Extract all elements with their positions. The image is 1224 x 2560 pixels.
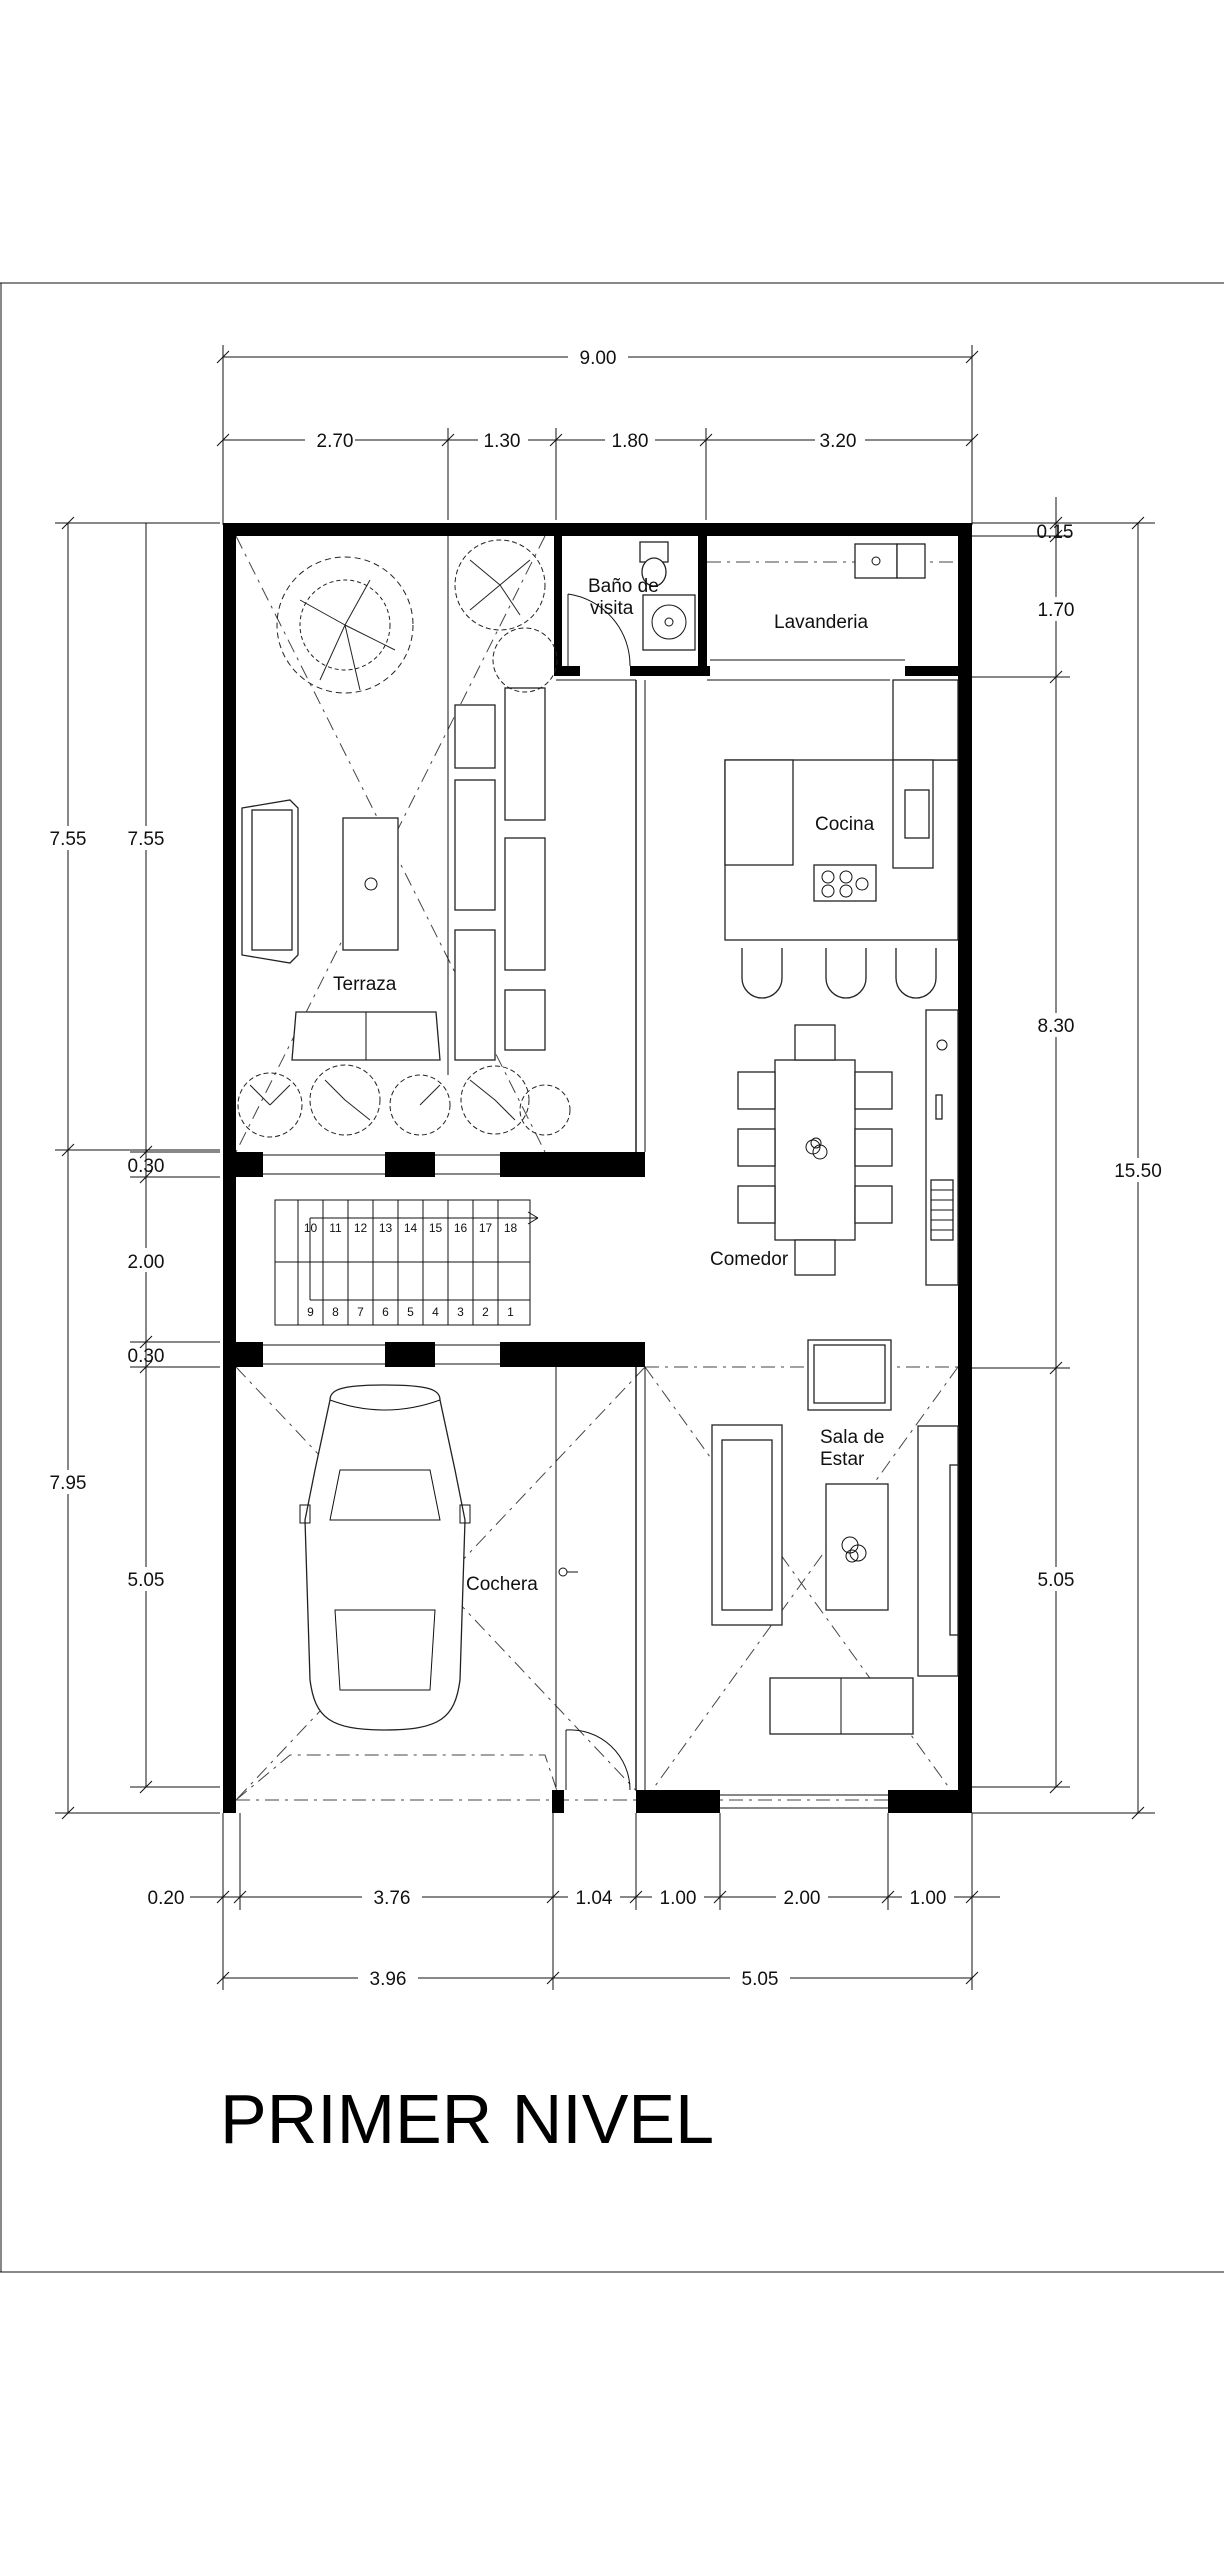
living-set: [712, 1340, 958, 1734]
stair-step-number: 7: [357, 1305, 364, 1319]
car-icon: [300, 1385, 470, 1730]
room-label-lavanderia: Lavanderia: [774, 612, 869, 633]
stair-step-number: 1: [507, 1305, 514, 1319]
stair-step-number: 6: [382, 1305, 389, 1319]
kitchen-fixtures: [725, 680, 958, 998]
stair-step-number: 16: [453, 1221, 468, 1235]
dim-top-seg-2: 1.30: [483, 431, 521, 452]
dim-top-seg-4: 3.20: [819, 431, 857, 452]
stair-steps-lower: [298, 1262, 514, 1325]
room-label-bano-1: Baño de: [588, 576, 659, 597]
dim-left-inner-4: 0.30: [127, 1346, 165, 1367]
room-label-bano-2: visita: [590, 598, 634, 619]
dim-right-total: 15.50: [1114, 1161, 1162, 1182]
dim-left-inner-1: 7.55: [127, 829, 165, 850]
door-swing: [559, 1568, 630, 1790]
dim-left-outer-1: 7.55: [49, 829, 87, 850]
stair-step-number: 17: [478, 1221, 493, 1235]
stair-step-number: 13: [378, 1221, 393, 1235]
stair-step-number: 9: [307, 1305, 314, 1319]
dim-bottom-seg-3: 1.04: [575, 1888, 613, 1909]
dim-left-outer-2: 7.95: [49, 1473, 87, 1494]
dim-left-inner-3: 2.00: [127, 1252, 165, 1273]
stair-step-number: 12: [353, 1221, 368, 1235]
stair-step-number: 5: [407, 1305, 414, 1319]
bar-stool-icon: [742, 948, 936, 998]
dim-right-inner-4: 5.05: [1037, 1570, 1075, 1591]
dim-bottom-total-2: 5.05: [741, 1969, 779, 1990]
stair-step-number: 14: [403, 1221, 418, 1235]
stair-step-number: 10: [303, 1221, 318, 1235]
dim-right-inner-1: 0.15: [1036, 522, 1074, 543]
stair-step-number: 8: [332, 1305, 339, 1319]
dim-top-total: 9.00: [579, 348, 617, 369]
stair-step-number: 11: [329, 1221, 342, 1235]
dim-bottom-seg-5: 2.00: [783, 1888, 821, 1909]
dim-bottom-seg-2: 3.76: [373, 1888, 411, 1909]
dining-set: [738, 1010, 958, 1285]
dim-top-seg-3: 1.80: [611, 431, 649, 452]
dim-top-seg-1: 2.70: [316, 431, 354, 452]
room-label-cocina: Cocina: [815, 814, 875, 835]
drawing-title: PRIMER NIVEL: [220, 2080, 714, 2158]
cooktop-icon: [814, 865, 876, 901]
dim-right-inner-2: 1.70: [1037, 600, 1075, 621]
stair-step-number: 18: [503, 1221, 518, 1235]
dim-left-inner-5: 5.05: [127, 1570, 165, 1591]
dim-right-inner-3: 8.30: [1037, 1016, 1075, 1037]
stair-step-number: 2: [482, 1305, 489, 1319]
room-label-terraza: Terraza: [333, 974, 397, 995]
dim-bottom-seg-1: 0.20: [147, 1888, 185, 1909]
stair-step-number: 3: [457, 1305, 464, 1319]
stair-steps-upper: [298, 1200, 517, 1262]
dim-bottom-seg-4: 1.00: [659, 1888, 697, 1909]
dim-left-inner-2: 0.30: [127, 1156, 165, 1177]
room-label-cochera: Cochera: [466, 1574, 538, 1595]
stair-step-number: 15: [428, 1221, 443, 1235]
dim-bottom-seg-6: 1.00: [909, 1888, 947, 1909]
terrace-furniture: [242, 688, 545, 1060]
room-label-comedor: Comedor: [710, 1249, 789, 1270]
room-label-sala-1: Sala de: [820, 1427, 885, 1448]
laundry-fixtures: [707, 544, 958, 660]
dim-bottom-total-1: 3.96: [369, 1969, 407, 1990]
room-label-sala-2: Estar: [820, 1449, 865, 1470]
staircase: [275, 1200, 538, 1325]
stair-step-number: 4: [432, 1305, 439, 1319]
